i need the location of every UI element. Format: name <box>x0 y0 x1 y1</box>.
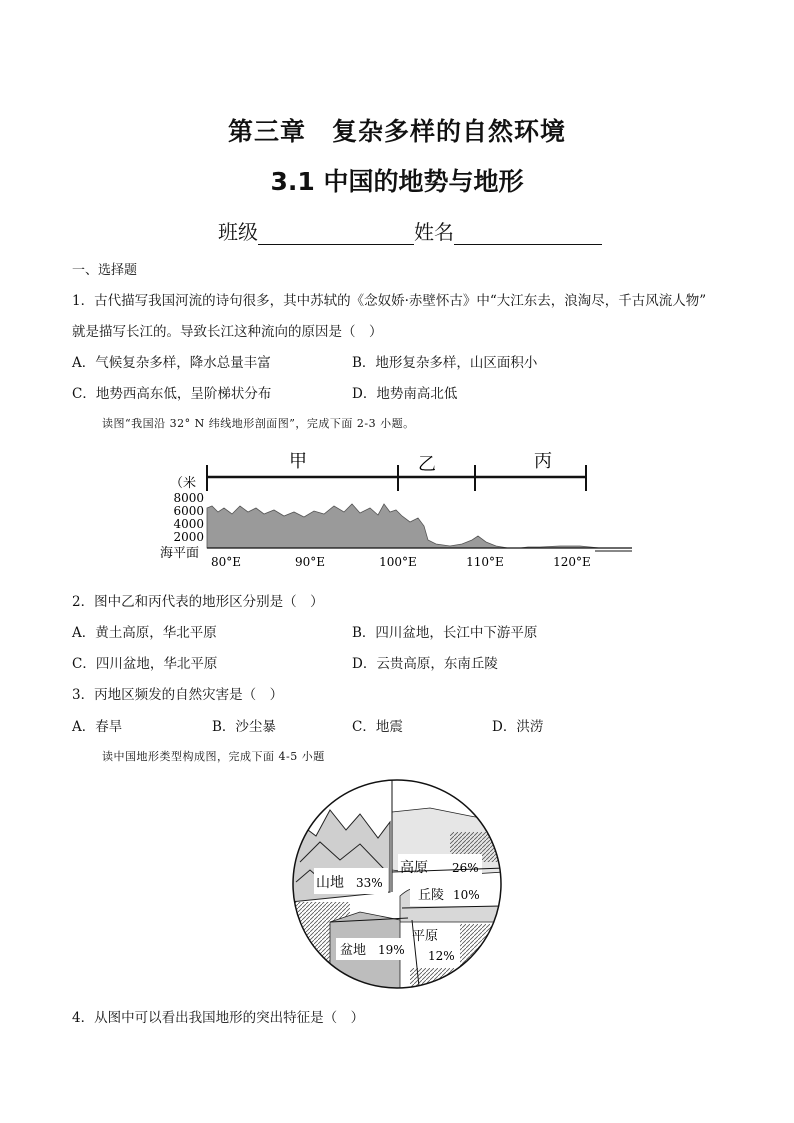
lesson-title: 3.1 中国的地势与地形 <box>270 167 524 196</box>
region-label-jia: 甲 <box>289 451 307 472</box>
class-blank[interactable] <box>258 222 414 245</box>
y-tick: 4000 <box>173 517 204 531</box>
terrain-silhouette <box>207 504 600 548</box>
slice-label-hills: 丘陵 <box>418 888 445 903</box>
q1-option-c[interactable]: C．地势西高东低，呈阶梯状分布 <box>72 386 272 402</box>
x-tick: 120°E <box>553 555 591 569</box>
slice-label-mountain: 山地 <box>316 875 344 891</box>
y-tick: 8000 <box>173 491 204 505</box>
terrain-type-pie <box>290 772 504 996</box>
q4-stem: 4．从图中可以看出我国地形的突出特征是（ ） <box>72 1010 365 1026</box>
slice-pct-mountain: 33% <box>356 876 383 890</box>
y-unit-label: （米 <box>170 476 197 491</box>
name-label: 姓名 <box>414 220 454 244</box>
q2-option-c[interactable]: C．四川盆地，华北平原 <box>72 656 218 672</box>
q3-option-b[interactable]: B．沙尘暴 <box>212 719 276 735</box>
x-tick: 110°E <box>466 555 504 569</box>
q3-option-c[interactable]: C．地震 <box>352 719 403 735</box>
figure2-caption: 读中国地形类型构成图，完成下面 4-5 小题 <box>102 750 325 763</box>
q3-stem: 3．丙地区频发的自然灾害是（ ） <box>72 687 284 703</box>
slice-pct-plateau: 26% <box>452 861 479 875</box>
y-tick: 2000 <box>173 530 204 544</box>
region-label-bing: 丙 <box>534 451 552 472</box>
q2-option-a[interactable]: A．黄土高原，华北平原 <box>72 625 217 641</box>
slice-label-plain: 平原 <box>412 929 439 944</box>
x-tick: 100°E <box>379 555 417 569</box>
q1-option-a[interactable]: A．气候复杂多样，降水总量丰富 <box>72 355 271 371</box>
q2-stem: 2．图中乙和丙代表的地形区分别是（ ） <box>72 594 324 610</box>
section-heading: 一、选择题 <box>72 263 138 278</box>
y-tick: 6000 <box>173 504 204 518</box>
slice-label-plateau: 高原 <box>400 860 428 876</box>
slice-label-basin: 盆地 <box>340 943 367 958</box>
class-name-line <box>218 216 602 245</box>
q3-option-d[interactable]: D．洪涝 <box>492 719 544 735</box>
figure1-caption: 读图“我国沿 32° N 纬线地形剖面图”，完成下面 2-3 小题。 <box>102 417 415 430</box>
sea-level-label: 海平面 <box>160 546 200 561</box>
slice-pct-plain: 12% <box>428 949 455 963</box>
x-tick: 80°E <box>210 555 242 569</box>
slice-pct-basin: 19% <box>378 943 405 957</box>
terrain-profile-figure <box>140 440 640 570</box>
region-label-yi: 乙 <box>418 454 436 475</box>
q3-option-a[interactable]: A．春旱 <box>72 719 123 735</box>
chapter-title: 第三章 复杂多样的自然环境 <box>227 117 566 146</box>
q1-option-b[interactable]: B．地形复杂多样，山区面积小 <box>352 355 538 371</box>
q1-option-d[interactable]: D．地势南高北低 <box>352 386 458 402</box>
x-tick: 90°E <box>294 555 326 569</box>
q1-stem-line2: 就是描写长江的。导致长江这种流向的原因是（ ） <box>72 324 383 340</box>
q2-option-b[interactable]: B．四川盆地，长江中下游平原 <box>352 625 538 641</box>
slice-pct-hills: 10% <box>453 888 480 902</box>
q1-stem-line1: 1．古代描写我国河流的诗句很多，其中苏轼的《念奴娇·赤壁怀古》中“大江东去，浪淘尽，千古风流人物” <box>72 293 707 309</box>
q2-option-d[interactable]: D．云贵高原，东南丘陵 <box>352 656 498 672</box>
class-label: 班级 <box>218 220 258 244</box>
name-blank[interactable] <box>454 222 602 245</box>
